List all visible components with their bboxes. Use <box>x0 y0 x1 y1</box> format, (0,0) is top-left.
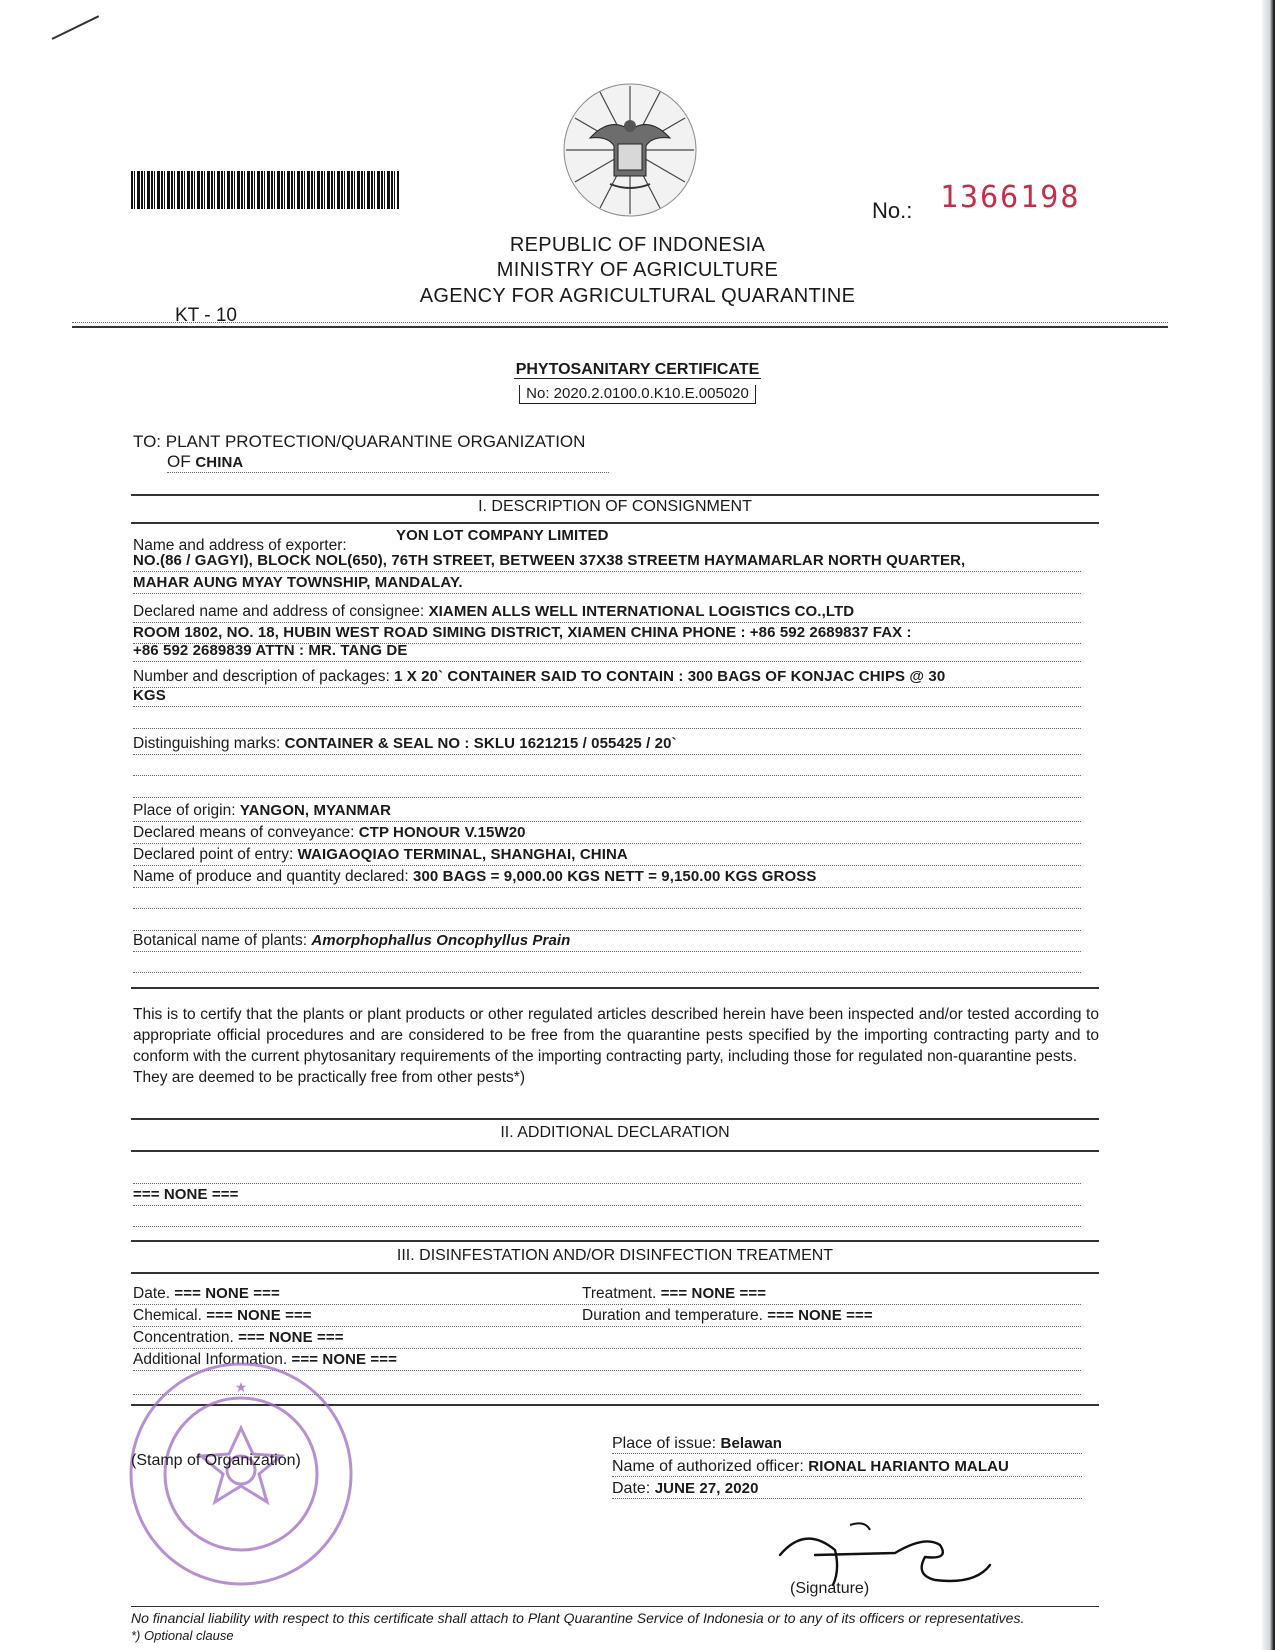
pen-mark <box>52 15 100 40</box>
section2-line3 <box>133 1206 1081 1227</box>
conveyance-row: Declared means of conveyance: CTP HONOUR V.15W20 <box>133 823 1081 844</box>
footer-note: *) Optional clause <box>131 1628 234 1643</box>
section2-rule-top <box>131 1118 1099 1120</box>
marks-line2 <box>133 755 1081 776</box>
consignee-address-line2: +86 592 2689839 ATTN : MR. TANG DE <box>133 641 1081 662</box>
exporter-label: Name and address of exporter: <box>133 537 347 554</box>
of-label: OF <box>167 452 191 471</box>
section1-rule-bottom <box>131 522 1099 524</box>
header-rule-dotted <box>72 322 1168 323</box>
to-line: TO: PLANT PROTECTION/QUARANTINE ORGANIZATION <box>133 432 586 451</box>
treatment-date-row: Date. === NONE === <box>133 1284 581 1305</box>
consignee-row: Declared name and address of consignee: XIAMEN ALLS WELL INTERNATIONAL LOGISTICS CO.,LTD <box>133 602 1081 623</box>
marks-row: Distinguishing marks: CONTAINER & SEAL NO : SKLU 1621215 / 055425 / 20` <box>133 734 1081 755</box>
barcode <box>131 171 399 209</box>
packages-line2: KGS <box>133 686 1081 707</box>
duration-row: Duration and temperature. === NONE === <box>582 1306 1081 1327</box>
exporter-address-line2: MAHAR AUNG MYAY TOWNSHIP, MANDALAY. <box>133 573 1081 594</box>
produce-row: Name of produce and quantity declared: 300 BAGS = 9,000.00 KGS NETT = 9,150.00 KGS GROSS <box>133 867 1081 888</box>
svg-text:★: ★ <box>234 1379 248 1395</box>
chemical-row: Chemical. === NONE === <box>133 1306 581 1327</box>
section2-line1 <box>133 1163 1081 1184</box>
quarantine-stamp-icon <box>125 1358 357 1590</box>
footer-text: No financial liability with respect to this certificate shall attach to Plant Quarantine Service of Indonesia or to any of its officers or representatives. <box>131 1610 1025 1626</box>
header-republic: REPUBLIC OF INDONESIA <box>509 234 766 256</box>
scan-edge <box>1262 0 1275 1650</box>
section1-end-rule <box>131 987 1099 989</box>
entry-row: Declared point of entry: WAIGAOQIAO TERMINAL, SHANGHAI, CHINA <box>133 845 1081 866</box>
stamp-label: (Stamp of Organization) <box>131 1452 301 1469</box>
section2-rule-bottom <box>131 1150 1099 1152</box>
header-agency: AGENCY FOR AGRICULTURAL QUARANTINE <box>419 285 856 307</box>
section1-title: I. DESCRIPTION OF CONSIGNMENT <box>478 498 752 515</box>
garuda-emblem-icon <box>560 80 700 220</box>
exporter-name: YON LOT COMPANY LIMITED <box>396 527 609 544</box>
treatment-row: Treatment. === NONE === <box>582 1284 1081 1305</box>
to-country-line <box>167 452 609 473</box>
section1-rule-top <box>131 494 1099 496</box>
botanical-row: Botanical name of plants: Amorphophallus Oncophyllus Prain <box>133 931 1081 952</box>
origin-row: Place of origin: YANGON, MYANMAR <box>133 801 1081 822</box>
header-ministry: MINISTRY OF AGRICULTURE <box>496 259 779 281</box>
produce-line3 <box>133 910 1081 931</box>
exporter-address-line1: NO.(86 / GAGYI), BLOCK NOL(650), 76TH STREET, BETWEEN 37X38 STREETM HAYMAMARLAR NORTH QUARTER, <box>133 551 1081 572</box>
form-code: KT - 10 <box>175 305 237 326</box>
footer-disclaimer <box>131 1606 1099 1644</box>
section3-title: III. DISINFESTATION AND/OR DISINFECTION TREATMENT <box>396 1247 834 1264</box>
additional-declaration-value: === NONE === <box>133 1185 1081 1206</box>
header-rule <box>72 326 1168 328</box>
serial-number: 1366198 <box>940 180 1081 215</box>
signature-label: (Signature) <box>790 1580 870 1597</box>
issue-date-row: Date: JUNE 27, 2020 <box>612 1480 1082 1499</box>
concentration-row: Concentration. === NONE === <box>133 1328 1081 1349</box>
produce-line2 <box>133 888 1081 909</box>
packages-line3 <box>133 708 1081 729</box>
section2-title: II. ADDITIONAL DECLARATION <box>500 1124 730 1141</box>
section3-rule-bottom <box>131 1272 1099 1274</box>
handwritten-signature-icon <box>775 1495 1025 1590</box>
botanical-line2 <box>133 952 1081 973</box>
officer-row: Name of authorized officer: RIONAL HARIANTO MALAU <box>612 1458 1082 1477</box>
additional-info-row: Additional Information. === NONE === <box>133 1350 1081 1371</box>
packages-row: Number and description of packages: 1 X 20` CONTAINER SAID TO CONTAIN : 300 BAGS OF KONJAC CHIPS @ 30 <box>133 667 1081 688</box>
certificate-title: PHYTOSANITARY CERTIFICATE <box>515 361 760 378</box>
section3-rule-top <box>131 1240 1099 1242</box>
country-value: CHINA <box>195 454 244 471</box>
certification-pests-line: They are deemed to be practically free from other pests*) <box>133 1069 525 1086</box>
certification-text <box>133 1004 1099 1088</box>
serial-label: No.: <box>872 198 913 223</box>
marks-line3 <box>133 777 1081 798</box>
consignee-address-line1: ROOM 1802, NO. 18, HUBIN WEST ROAD SIMING DISTRICT, XIAMEN CHINA PHONE : +86 592 2689837 FAX : <box>133 623 1081 644</box>
certificate-number: No: 2020.2.0100.0.K10.E.005020 <box>0 385 1275 402</box>
certification-paragraph: This is to certify that the plants or plant products or other regulated articles described herein have been inspected and/or tested according to appropriate official procedures and are considered to be free from the quarantine pests specified by the importing contracting party and to conform with the current phytosanitary requirements of the importing contracting party, including those for regulated non-quarantine pests. <box>133 1006 1099 1065</box>
place-of-issue-row: Place of issue: Belawan <box>612 1435 1082 1454</box>
